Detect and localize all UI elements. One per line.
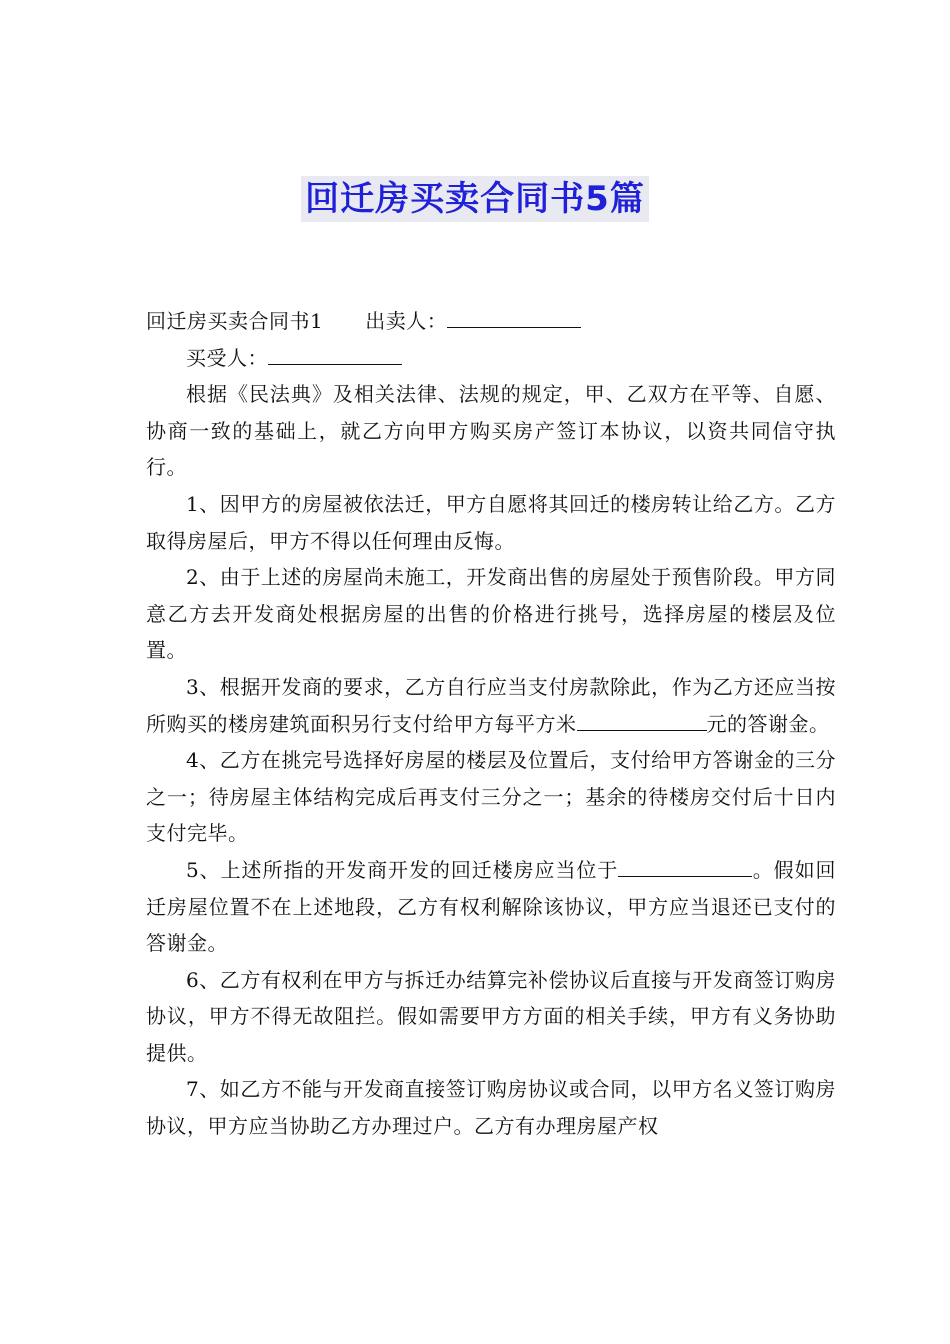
price-blank-a <box>577 729 677 731</box>
seller-label: 出卖人： <box>365 309 448 333</box>
document-title-text: 回迁房买卖合同书5篇 <box>301 176 649 222</box>
clause-3-text-b: 元的答谢金。 <box>706 711 830 736</box>
clause-5-text-a: 5、上述所指的开发商开发的回迁楼房应当位于 <box>186 857 619 882</box>
document-title <box>0 176 950 222</box>
buyer-blank <box>268 363 402 365</box>
clause-3 <box>146 669 836 742</box>
contract-name: 回迁房买卖合同书1 <box>146 309 324 333</box>
clause-7: 7、如乙方不能与开发商直接签订购房协议或合同，以甲方名义签订购房协议，甲方应当协助乙方办理过户。乙方有办理房屋产权 <box>146 1077 836 1139</box>
buyer-label: 买受人： <box>186 345 268 370</box>
contract-header-line <box>146 303 836 340</box>
location-blank <box>618 875 752 877</box>
clause-1: 1、因甲方的房屋被依法迁，甲方自愿将其回迁的楼房转让给乙方。乙方取得房屋后，甲方不得以任何理由反悔。 <box>146 491 836 553</box>
clause-2: 2、由于上述的房屋尚未施工，开发商出售的房屋处于预售阶段。甲方同意乙方去开发商处根据房屋的出售的价格进行挑号，选择房屋的楼层及位置。 <box>146 565 836 663</box>
seller-blank <box>447 326 581 328</box>
document-body <box>146 303 836 1145</box>
clause-6: 6、乙方有权利在甲方与拆迁办结算完补偿协议后直接与开发商签订购房协议，甲方不得无故阻拦。假如需要甲方方面的相关手续，甲方有义务协助提供。 <box>146 967 836 1065</box>
clause-3-text-a: 3、根据开发商的要求，乙方自行应当支付房款除此，作为乙方还应当按所购买的楼房建筑面积另行支付给甲方每平方米 <box>146 674 836 736</box>
clause-5 <box>146 852 836 962</box>
buyer-line <box>146 340 836 377</box>
clause-5-text-b: 。假如回迁房屋位置不在上述地段，乙方有权利解除该协议，甲方应当退还已支付的答谢金。 <box>146 857 837 956</box>
intro-paragraph: 根据《民法典》及相关法律、法规的规定，甲、乙双方在平等、自愿、协商一致的基础上，就乙方向甲方购买房产签订本协议，以资共同信守执行。 <box>146 382 836 480</box>
clause-4: 4、乙方在挑完号选择好房屋的楼层及位置后，支付给甲方答谢金的三分之一；待房屋主体结构完成后再支付三分之一；基余的待楼房交付后十日内支付完毕。 <box>146 748 836 846</box>
price-blank-b <box>677 729 707 731</box>
